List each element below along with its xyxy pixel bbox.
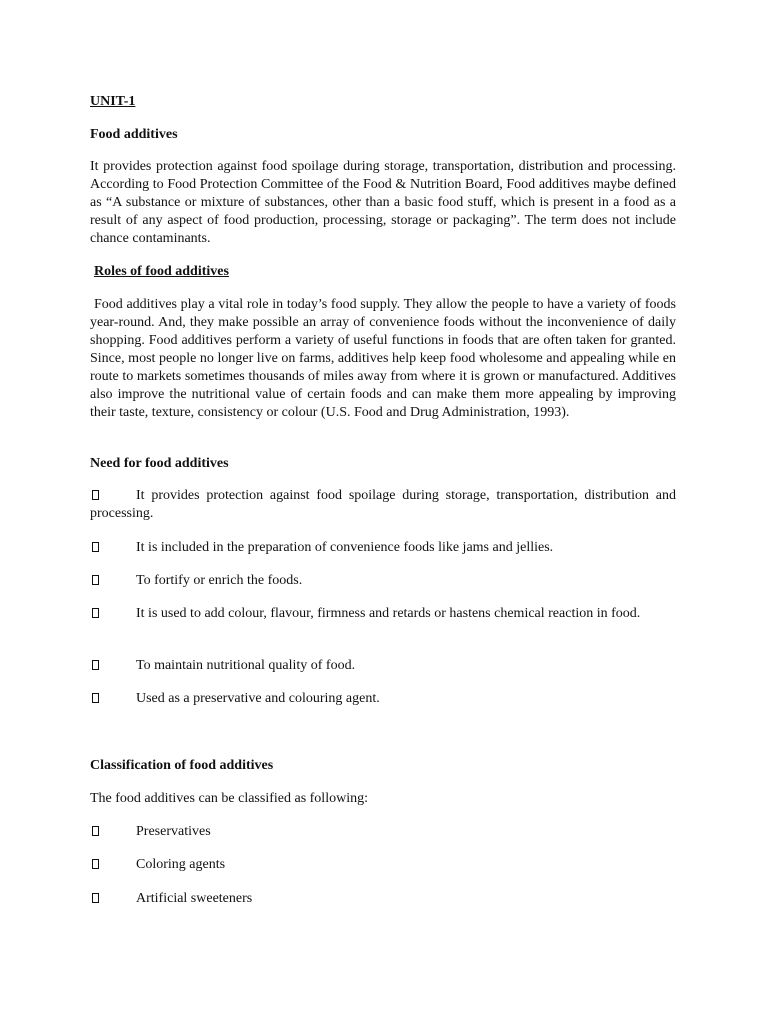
need-list-item <box>90 572 676 590</box>
food-additives-paragraph: It provides protection against food spoilage during storage, transportation, distribution and processing. According to Food Protection Committee of the Food & Nutrition Board, Food additives maybe defined as “A substance or mixture of substances, other than a basic food stuff, which is present in a food as a result of any aspect of food production, processing, storage or packaging”. The term does not include chance contaminants. <box>90 159 676 246</box>
roles-heading: Roles of food additives <box>94 264 229 279</box>
bullet-box-icon <box>92 826 99 836</box>
need-heading: Need for food additives <box>90 456 229 471</box>
bullet-box-icon <box>92 660 99 670</box>
need-item-text: Used as a preservative and colouring agent. <box>136 691 380 706</box>
need-list-item <box>90 690 676 708</box>
need-item-text: To fortify or enrich the foods. <box>136 573 303 588</box>
need-item-text: It is used to add colour, flavour, firmness and retards or hastens chemical reaction in food. <box>136 606 641 621</box>
bullet-box-icon <box>92 542 99 552</box>
need-list-item <box>90 539 676 557</box>
bullet-box-icon <box>92 575 99 585</box>
food-additives-heading: Food additives <box>90 127 178 142</box>
classification-item-text: Preservatives <box>136 824 211 839</box>
classification-list-item <box>90 823 676 841</box>
classification-heading: Classification of food additives <box>90 758 274 773</box>
roles-paragraph: Food additives play a vital role in today’s food supply. They allow the people to have a variety of foods year-round. And, they make possible an array of convenience foods without the inconvenience of daily shopping. Food additives perform a variety of useful functions in foods that are often taken for granted. Since, most people no longer live on farms, additives help keep food wholesome and appealing while en route to markets sometimes thousands of miles away from where it is grown or manufactured. Additives also improve the nutritional value of certain foods and can make them more appealing by improving their taste, texture, consistency or colour (U.S. Food and Drug Administration, 1993). <box>90 297 676 420</box>
need-list-item <box>90 605 676 623</box>
need-list-item <box>90 657 676 675</box>
need-list-item <box>90 487 676 523</box>
need-item-text: It provides protection against food spoilage during storage, transportation, distribution and processing. <box>90 488 676 521</box>
classification-list-item <box>90 856 676 874</box>
bullet-box-icon <box>92 490 99 500</box>
bullet-box-icon <box>92 608 99 618</box>
unit-heading: UNIT-1 <box>90 94 136 109</box>
classification-list-item <box>90 890 676 908</box>
need-item-text: To maintain nutritional quality of food. <box>136 658 356 673</box>
classification-item-text: Coloring agents <box>136 857 226 872</box>
need-item-text: It is included in the preparation of convenience foods like jams and jellies. <box>136 540 554 555</box>
bullet-box-icon <box>92 893 99 903</box>
classification-intro: The food additives can be classified as following: <box>90 791 368 806</box>
classification-item-text: Artificial sweeteners <box>136 891 253 906</box>
bullet-box-icon <box>92 859 99 869</box>
bullet-box-icon <box>92 693 99 703</box>
